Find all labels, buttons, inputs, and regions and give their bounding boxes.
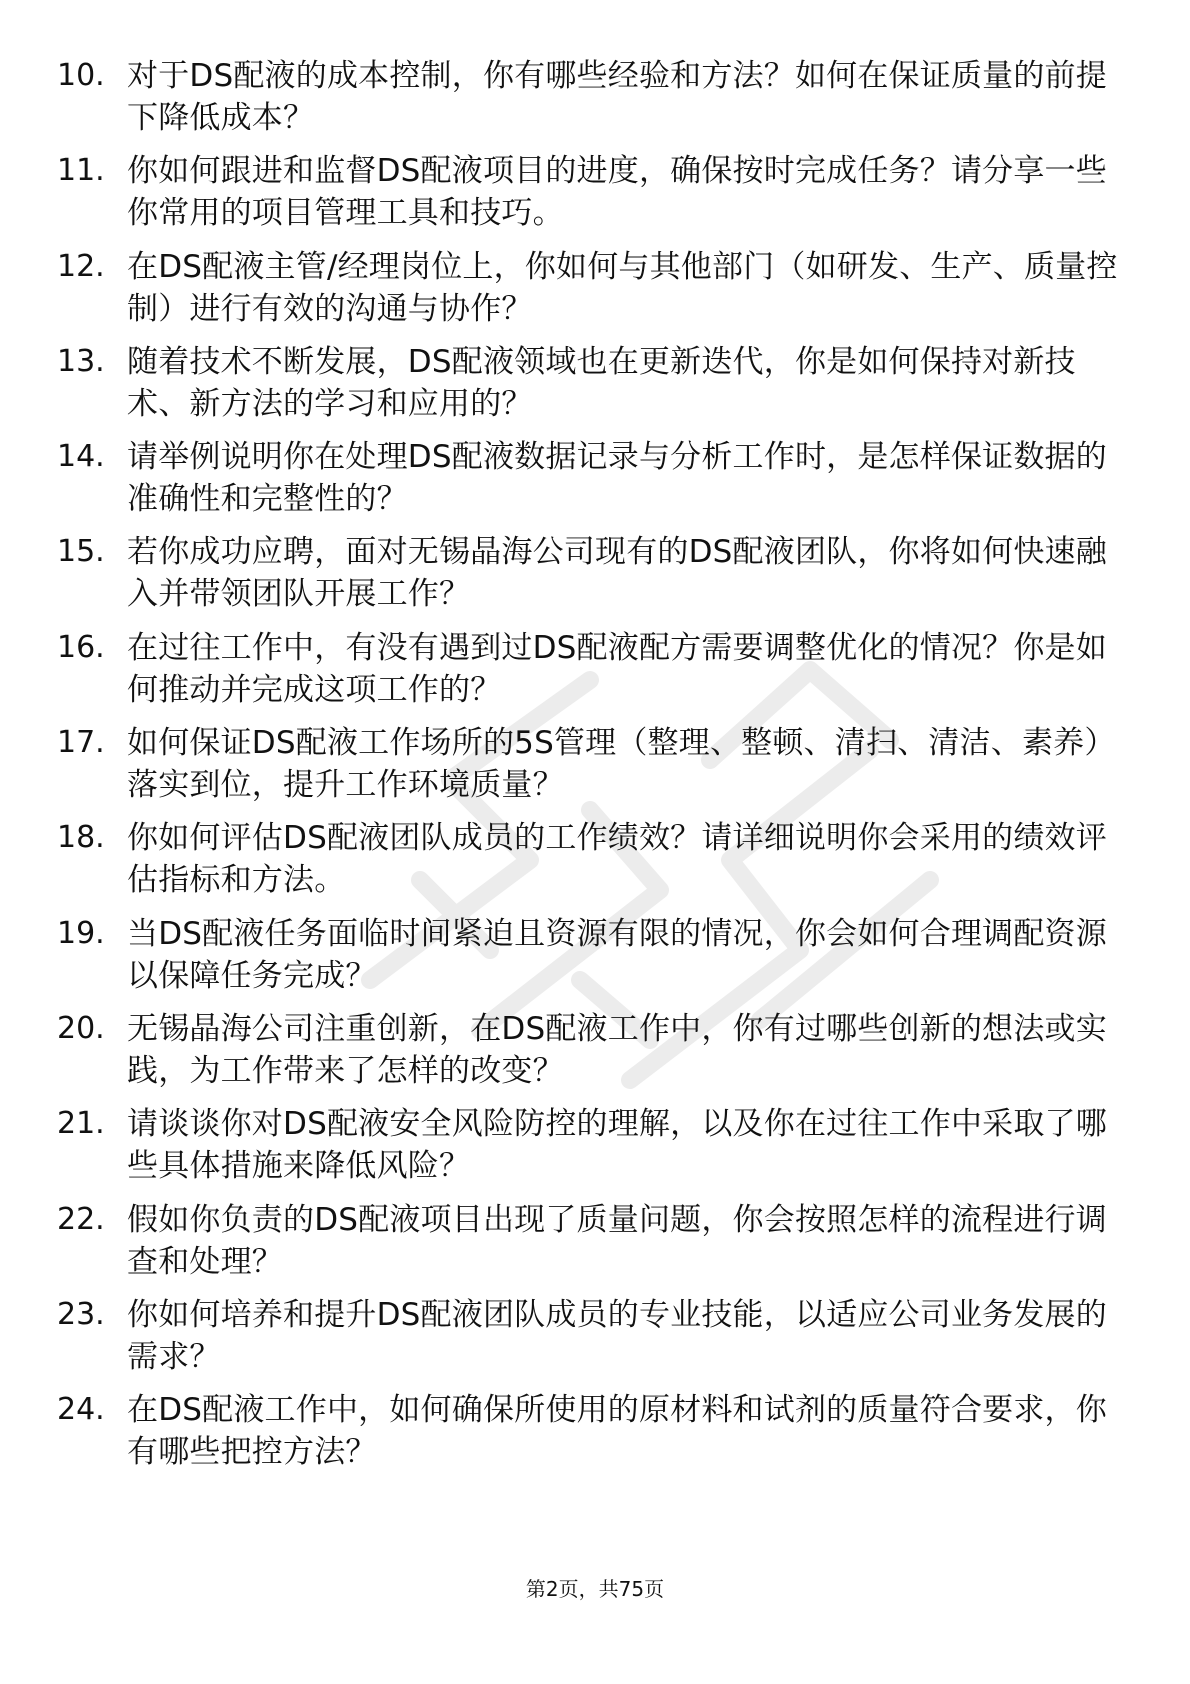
question-text: 若你成功应聘，面对无锡晶海公司现有的DS配液团队，你将如何快速融入并带领团队开展工作？ xyxy=(127,534,1107,613)
question-item xyxy=(57,906,1137,1001)
question-item xyxy=(57,715,1137,810)
question-text: 当DS配液任务面临时间紧迫且资源有限的情况，你会如何合理调配资源以保障任务完成？ xyxy=(127,915,1107,994)
question-item xyxy=(57,239,1137,334)
question-text: 你如何培养和提升DS配液团队成员的专业技能，以适应公司业务发展的需求？ xyxy=(127,1296,1107,1375)
question-item xyxy=(57,1001,1137,1096)
question-item xyxy=(57,810,1137,905)
question-number: 10. xyxy=(57,58,105,93)
question-text: 假如你负责的DS配液项目出现了质量问题，你会按照怎样的流程进行调查和处理？ xyxy=(127,1201,1107,1280)
question-number: 15. xyxy=(57,534,105,570)
question-item xyxy=(57,620,1137,715)
question-number: 17. xyxy=(57,725,105,761)
question-item xyxy=(57,143,1137,238)
page-footer xyxy=(0,1576,1190,1602)
question-text: 在过往工作中，有没有遇到过DS配液配方需要调整优化的情况？你是如何推动并完成这项工作的？ xyxy=(127,629,1107,708)
question-text: 你如何跟进和监督DS配液项目的进度，确保按时完成任务？请分享一些你常用的项目管理工具和技巧。 xyxy=(127,153,1107,232)
question-number: 22. xyxy=(57,1201,105,1237)
question-text: 如何保证DS配液工作场所的5S管理（整理、整顿、清扫、清洁、素养）落实到位，提升工作环境质量？ xyxy=(127,725,1116,804)
question-text: 在DS配液工作中，如何确保所使用的原材料和试剂的质量符合要求，你有哪些把控方法？ xyxy=(127,1392,1107,1471)
question-number: 14. xyxy=(57,439,105,475)
question-number: 18. xyxy=(57,820,105,856)
question-number: 11. xyxy=(57,153,105,189)
question-number: 20. xyxy=(57,1010,105,1046)
question-item xyxy=(57,48,1137,143)
question-text: 随着技术不断发展，DS配液领域也在更新迭代，你是如何保持对新技术、新方法的学习和应用的？ xyxy=(127,343,1076,422)
question-number: 23. xyxy=(57,1296,105,1332)
question-item xyxy=(57,1192,1137,1287)
question-list xyxy=(57,48,1137,1477)
question-item xyxy=(57,1382,1137,1477)
page-number-label: 第2页，共75页 xyxy=(525,1577,665,1601)
question-text: 你如何评估DS配液团队成员的工作绩效？请详细说明你会采用的绩效评估指标和方法。 xyxy=(127,820,1107,899)
question-text: 无锡晶海公司注重创新，在DS配液工作中，你有过哪些创新的想法或实践，为工作带来了怎样的改变？ xyxy=(127,1010,1107,1089)
question-item xyxy=(57,1096,1137,1191)
question-number: 12. xyxy=(57,248,105,284)
question-number: 13. xyxy=(57,343,105,379)
question-item xyxy=(57,1287,1137,1382)
question-text: 请举例说明你在处理DS配液数据记录与分析工作时，是怎样保证数据的准确性和完整性的？ xyxy=(127,439,1107,518)
question-text: 请谈谈你对DS配液安全风险防控的理解，以及你在过往工作中采取了哪些具体措施来降低风险？ xyxy=(127,1106,1107,1185)
question-number: 16. xyxy=(57,629,105,665)
question-number: 21. xyxy=(57,1106,105,1142)
question-item xyxy=(57,334,1137,429)
question-number: 19. xyxy=(57,915,105,951)
question-item xyxy=(57,429,1137,524)
question-number: 24. xyxy=(57,1392,105,1428)
question-text: 在DS配液主管/经理岗位上，你如何与其他部门（如研发、生产、质量控制）进行有效的沟通与协作？ xyxy=(127,248,1118,327)
question-item xyxy=(57,524,1137,619)
question-text: 对于DS配液的成本控制，你有哪些经验和方法？如何在保证质量的前提下降低成本？ xyxy=(127,58,1107,136)
